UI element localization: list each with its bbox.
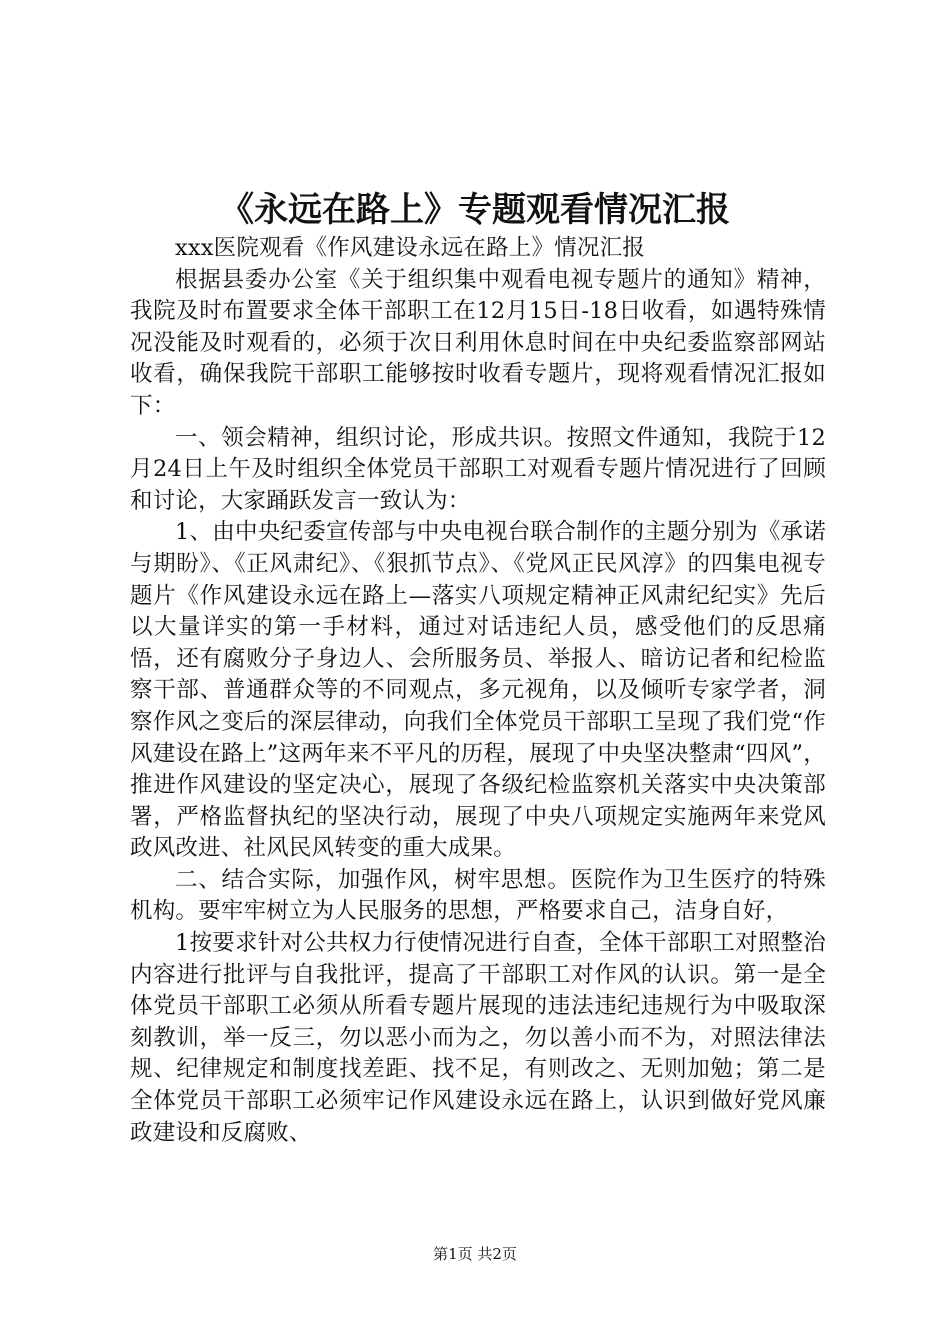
paragraph-section-one-item-one: 1、由中央纪委宣传部与中央电视台联合制作的主题分别为《承诺与期盼》、《正风肃纪》、《狠抓节点》、《党风正民风淳》的四集电视专题片《作风建设永远在路上—落实八项规定精神正风肃纪纪实》先后以大量详实的第一手材料，通过对话违纪人员，感受他们的反思痛悟，还有腐败分子身边人、会所服务员、举报人、暗访记者和纪检监察干部、普通群众等的不同观点，多元视角，以及倾听专家学者，洞察作风之变后的深层律动，向我们全体党员干部职工呈现了我们党“作风建设在路上”这两年来不平凡的历程，展现了中央坚决整肃“四风”，推进作风建设的坚定决心，展现了各级纪检监察机关落实中央决策部署，严格监督执纪的坚决行动，展现了中央八项规定实施两年来党风政风改进、社风民风转变的重大成果。 <box>130 519 826 862</box>
document-title: 《永远在路上》专题观看情况汇报 <box>220 190 730 230</box>
paragraph-intro: 根据县委办公室《关于组织集中观看电视专题片的通知》精神，我院及时布置要求全体干部职工在12月15日-18日收看，如遇特殊情况没能及时观看的，必须于次日利用休息时间在中央纪委监察部网站收看，确保我院干部职工能够按时收看专题片，现将观看情况汇报如下： <box>130 266 826 419</box>
paragraph-section-two-item-one: 1按要求针对公共权力行使情况进行自查，全体干部职工对照整治内容进行批评与自我批评，提高了干部职工对作风的认识。第一是全体党员干部职工必须从所看专题片展现的违法违纪违规行为中吸取深刻教训，举一反三，勿以恶小而为之，勿以善小而不为，对照法律法规、纪律规定和制度找差距、找不足，有则改之、无则加勉；第二是全体党员干部职工必须牢记作风建设永远在路上，认识到做好党风廉政建设和反腐败、 <box>130 930 826 1146</box>
paragraph-subtitle: xxx医院观看《作风建设永远在路上》情况汇报 <box>175 235 645 261</box>
page-number-footer: 第1页 共2页 <box>433 1245 517 1263</box>
paragraph-section-one: 一、领会精神，组织讨论，形成共识。按照文件通知，我院于12月24日上午及时组织全体党员干部职工对观看专题片情况进行了回顾和讨论，大家踊跃发言一致认为： <box>130 424 826 514</box>
paragraph-section-two: 二、结合实际，加强作风，树牢思想。医院作为卫生医疗的特殊机构。要牢牢树立为人民服务的思想，严格要求自己，洁身自好， <box>130 866 826 925</box>
document-body <box>130 233 826 1149</box>
